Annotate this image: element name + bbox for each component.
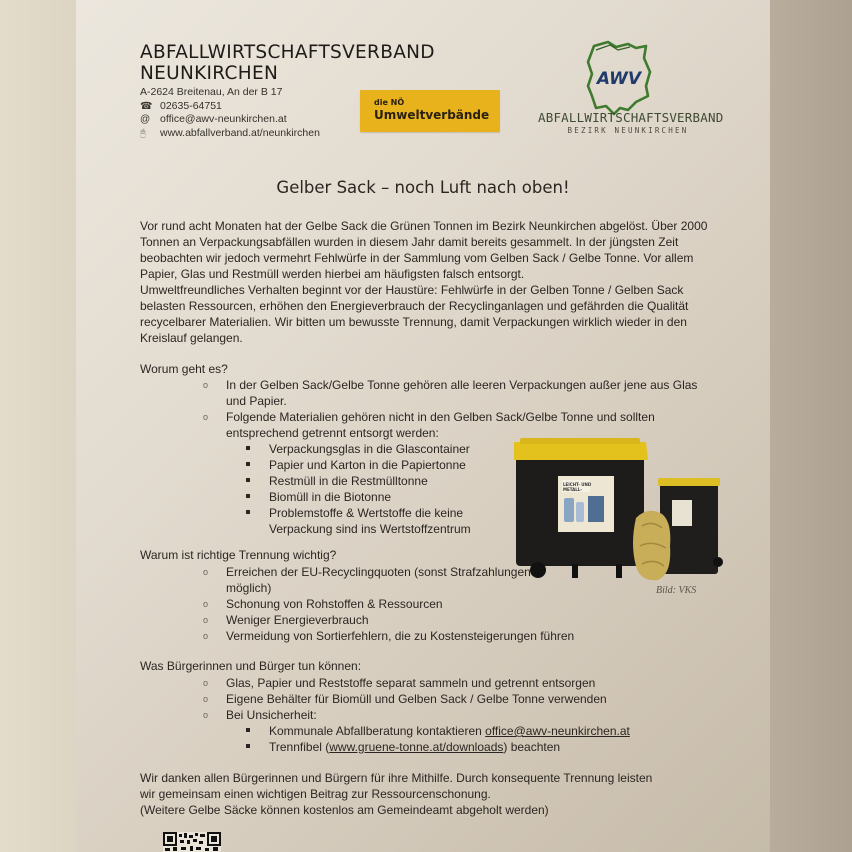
square-bullet-icon	[246, 478, 250, 482]
square-bullet-icon	[246, 494, 250, 498]
awv-logo-subcaption: BEZIRK NEUNKIRCHEN	[567, 126, 689, 135]
sub-list-item	[246, 489, 506, 505]
awv-logo-caption: ABFALLWIRTSCHAFTSVERBAND	[538, 110, 724, 125]
badge-small-text: die NÖ	[374, 98, 405, 107]
sub-list-item	[246, 473, 506, 489]
circle-bullet-icon: o	[203, 710, 209, 720]
text-prefix: Trennfibel (	[269, 740, 330, 754]
org-name-line2: NEUNKIRCHEN	[140, 63, 279, 84]
circle-bullet-icon: o	[203, 412, 209, 422]
circle-bullet-icon: o	[203, 694, 209, 704]
circle-bullet-icon: o	[203, 678, 209, 688]
address-text: A-2624 Breitenau, An der B 17	[140, 86, 283, 98]
intro-paragraph-2: Umweltfreundliches Verhalten beginnt vor der Haustüre: Fehlwürfe in der Gelben Tonne / Gelben Sack belasten Ressourcen, erhöhen den Energieverbrauch der Recyclinganlagen und gefährden die Qualität recycelbarer Materialien. Wir bitten um bewusste Trennung, damit Verpackungen wirklich wieder in den Kreislauf gelangen.	[140, 283, 689, 345]
sub-list-item-text: Papier und Karton in die Papiertonne	[269, 458, 466, 472]
organization-name	[140, 42, 435, 84]
document-title: Gelber Sack – noch Luft nach oben!	[276, 178, 570, 197]
circle-bullet-icon: o	[203, 615, 209, 625]
intro-text	[140, 218, 710, 346]
closing-text	[140, 770, 670, 818]
list-item	[203, 707, 703, 723]
text-prefix: Kommunale Abfallberatung kontaktieren	[269, 724, 486, 738]
email-link[interactable]: office@awv-neunkirchen.at	[485, 724, 630, 738]
address-row	[140, 86, 320, 100]
list-item-text: Schonung von Rohstoffen & Ressourcen	[226, 597, 443, 611]
svg-text:METALL-: METALL-	[563, 487, 582, 492]
at-icon: @	[140, 114, 151, 125]
phone-icon: ☎	[140, 100, 153, 112]
sub-list-item-text: Restmüll in die Restmülltonne	[269, 474, 428, 488]
square-bullet-icon	[246, 462, 250, 466]
sub-list-item	[246, 723, 706, 739]
list-item-text: Erreichen der EU-Recyclingquoten (sonst Strafzahlungen möglich)	[226, 565, 531, 595]
list-item	[203, 628, 703, 644]
list-item-text: Eigene Behälter für Biomüll und Gelben Sack / Gelbe Tonne verwenden	[226, 692, 607, 706]
list-item-text: In der Gelben Sack/Gelbe Tonne gehören alle leeren Verpackungen außer jene aus Glas und Papier.	[226, 378, 698, 408]
sub-list-item-text: Problemstoffe & Wertstoffe die keine Verpackung sind ins Wertstoffzentrum	[269, 506, 471, 536]
circle-bullet-icon: o	[203, 567, 209, 577]
background-surface-right	[770, 0, 852, 852]
section-heading-was-tun: Was Bürgerinnen und Bürger tun können:	[140, 659, 362, 673]
sub-list-item	[246, 505, 486, 537]
phone-text: 02635-64751	[160, 99, 222, 112]
noe-umweltverbaende-badge	[360, 90, 500, 132]
list-item-text: Weniger Energieverbrauch	[226, 613, 369, 627]
list-item	[203, 675, 703, 691]
closing-paragraph: Wir danken allen Bürgerinnen und Bürgern für ihre Mithilfe. Durch konsequente Trennung leisten wir gemeinsam einen wichtigen Beitrag zur Ressourcenschonung.	[140, 771, 653, 801]
intro-paragraph-1: Vor rund acht Monaten hat der Gelbe Sack die Grünen Tonnen im Bezirk Neunkirchen abgelöst. Über 2000 Tonnen an Verpackungsabfällen wurden in diesem Jahr damit bereits gesammelt. In der jüngsten Zeit beobachten wir jedoch vermehrt Fehlwürfe in der Sammlung vom Gelben Sack / Gelbe Tonne. Vor allem Papier, Glas und Restmüll werden hierbei am häufigsten falsch entsorgt.	[140, 219, 708, 281]
sub-list-item-text: Verpackungsglas in die Glascontainer	[269, 442, 470, 456]
square-bullet-icon	[246, 510, 250, 514]
sub-list-item	[246, 441, 506, 457]
list-item	[203, 612, 703, 628]
qr-code-icon	[163, 832, 221, 852]
sub-list-item	[246, 739, 706, 755]
list-item	[203, 564, 533, 596]
section-heading-worum: Worum geht es?	[140, 362, 228, 376]
trennfibel-link[interactable]: www.gruene-tonne.at/downloads	[329, 740, 504, 754]
website-text: www.abfallverband.at/neunkirchen	[160, 126, 320, 139]
circle-bullet-icon: o	[203, 631, 209, 641]
square-bullet-icon	[246, 744, 250, 748]
list-item-text: Glas, Papier und Reststoffe separat sammeln und getrennt entsorgen	[226, 676, 596, 690]
phone-row	[140, 100, 320, 114]
contact-block	[140, 86, 320, 140]
yellow-bins-photo	[512, 436, 728, 584]
website-row	[140, 127, 320, 141]
badge-big-text: Umweltverbände	[374, 108, 490, 122]
sub-list-item-text: Biomüll in die Biotonne	[269, 490, 392, 504]
list-item	[203, 596, 703, 612]
list-item	[203, 691, 703, 707]
org-name-line1: ABFALLWIRTSCHAFTSVERBAND	[140, 42, 435, 63]
list-item-text: Bei Unsicherheit:	[226, 708, 317, 722]
closing-note: (Weitere Gelbe Säcke können kostenlos am Gemeindeamt abgeholt werden)	[140, 803, 549, 817]
sub-list-item-text	[269, 723, 706, 739]
list-item-text: Folgende Materialien gehören nicht in den Gelben Sack/Gelbe Tonne und sollten entsprechend getrennt entsorgt werden:	[226, 410, 655, 440]
square-bullet-icon	[246, 446, 250, 450]
flyer-page	[76, 0, 770, 852]
photo-credit: Bild: VKS	[656, 585, 697, 596]
sub-list-item	[246, 457, 506, 473]
list-item-text: Vermeidung von Sortierfehlern, die zu Kostensteigerungen führen	[226, 629, 575, 643]
mouse-icon: 🖰	[140, 127, 146, 139]
email-text: office@awv-neunkirchen.at	[160, 113, 287, 125]
text-suffix: ) beachten	[503, 740, 561, 754]
list-item	[203, 377, 713, 409]
background-surface-left	[0, 0, 76, 852]
svg-text:LEICHT- UND: LEICHT- UND	[563, 482, 592, 487]
email-row	[140, 113, 320, 127]
sub-list-item-text	[269, 739, 706, 755]
section-heading-warum: Warum ist richtige Trennung wichtig?	[140, 548, 337, 562]
circle-bullet-icon: o	[203, 599, 209, 609]
awv-monogram: AWV	[596, 69, 642, 89]
square-bullet-icon	[246, 728, 250, 732]
circle-bullet-icon: o	[203, 380, 209, 390]
